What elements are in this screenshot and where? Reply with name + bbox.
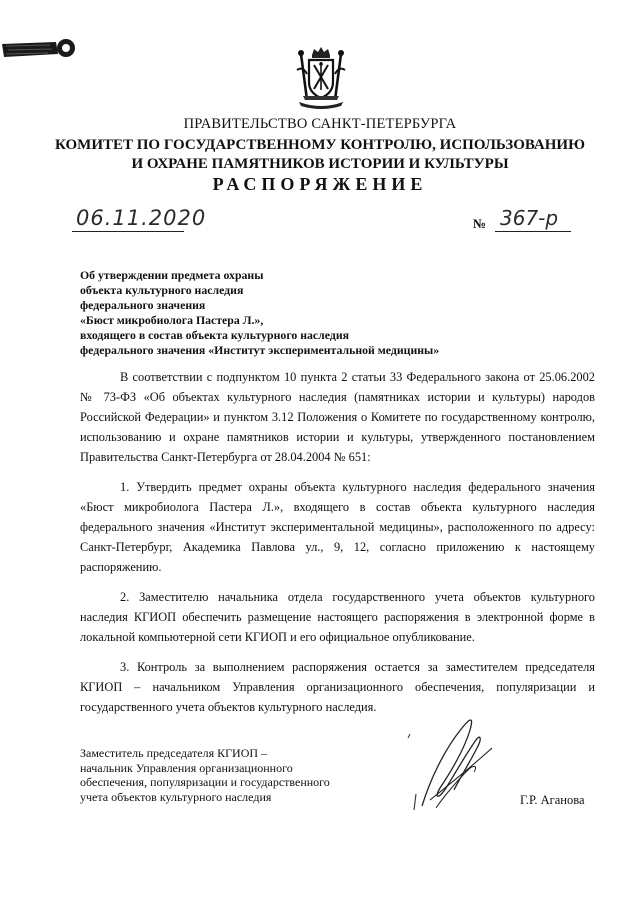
committee-name-line: КОМИТЕТ ПО ГОСУДАРСТВЕННОМУ КОНТРОЛЮ, ИСПОЛЬЗОВАНИЮ: [55, 137, 585, 153]
coat-of-arms-emblem: [293, 46, 349, 112]
document-subject: [80, 268, 439, 358]
signer-title: [80, 746, 330, 804]
document-number: 367-р: [500, 206, 559, 230]
document-type-title: РАСПОРЯЖЕНИЕ: [212, 174, 428, 194]
subject-line: федерального значения: [80, 298, 206, 312]
number-label: №: [473, 216, 487, 231]
paragraph-item-3: 3. Контроль за выполнением распоряжения остается за заместителем председателя КГИОП – начальником Управления организационного обеспечения, популяризации и государственного учета объектов культурного наследия.: [80, 660, 595, 714]
signer-title-line: начальник Управления организационного: [80, 760, 293, 775]
scan-stamp-mark: [0, 36, 80, 62]
handwritten-signature: [400, 710, 510, 820]
subject-line: объекта культурного наследия: [80, 283, 244, 297]
paragraph-item-2: 2. Заместителю начальника отдела государственного учета объектов культурного наследия КГИОП обеспечить размещение настоящего распоряжения в электронной форме в локальной компьютерной сети КГИОП и его официальное опубликование.: [80, 590, 595, 644]
subject-line: входящего в состав объекта культурного наследия: [80, 328, 350, 342]
signer-title-line: обеспечения, популяризации и государственного: [80, 775, 330, 789]
signer-title-line: Заместитель председателя КГИОП –: [80, 746, 268, 760]
date-underline: [72, 231, 184, 232]
committee-name: [0, 136, 640, 174]
paragraph-preamble: В соответствии с подпунктом 10 пункта 2 статьи 33 Федерального закона от 25.06.2002 № 73-ФЗ «Об объектах культурного наследия (памятниках истории и культуры) народов Российской Федерации» и пунктом 3.12 Положения о Комитете по государственному контролю, использованию и охране памятников истории и культуры, утвержденного постановлением Правительства Санкт-Петербурга от 28.04.2004 № 651:: [80, 370, 595, 464]
subject-line: Об утверждении предмета охраны: [80, 268, 264, 282]
document-date: 06.11.2020: [76, 206, 207, 230]
signer-name: Г.Р. Аганова: [520, 793, 585, 807]
subject-line: «Бюст микробиолога Пастера Л.»,: [80, 313, 264, 327]
committee-name-line: И ОХРАНЕ ПАМЯТНИКОВ ИСТОРИИ И КУЛЬТУРЫ: [131, 156, 509, 172]
government-name: ПРАВИТЕЛЬСТВО САНКТ-ПЕТЕРБУРГА: [183, 116, 457, 132]
subject-line: федерального значения «Институт экспериментальной медицины»: [80, 343, 440, 357]
signer-title-line: учета объектов культурного наследия: [80, 789, 272, 804]
number-underline: [495, 231, 571, 232]
paragraph-item-1: 1. Утвердить предмет охраны объекта культурного наследия федерального значения «Бюст микробиолога Пастера Л.», входящего в состав объекта культурного наследия федерального значения «Институт экспериментальной медицины», расположенного по адресу: Санкт-Петербург, Академика Павлова ул., 9, 12, согласно приложению к настоящему распоряжению.: [80, 480, 595, 574]
